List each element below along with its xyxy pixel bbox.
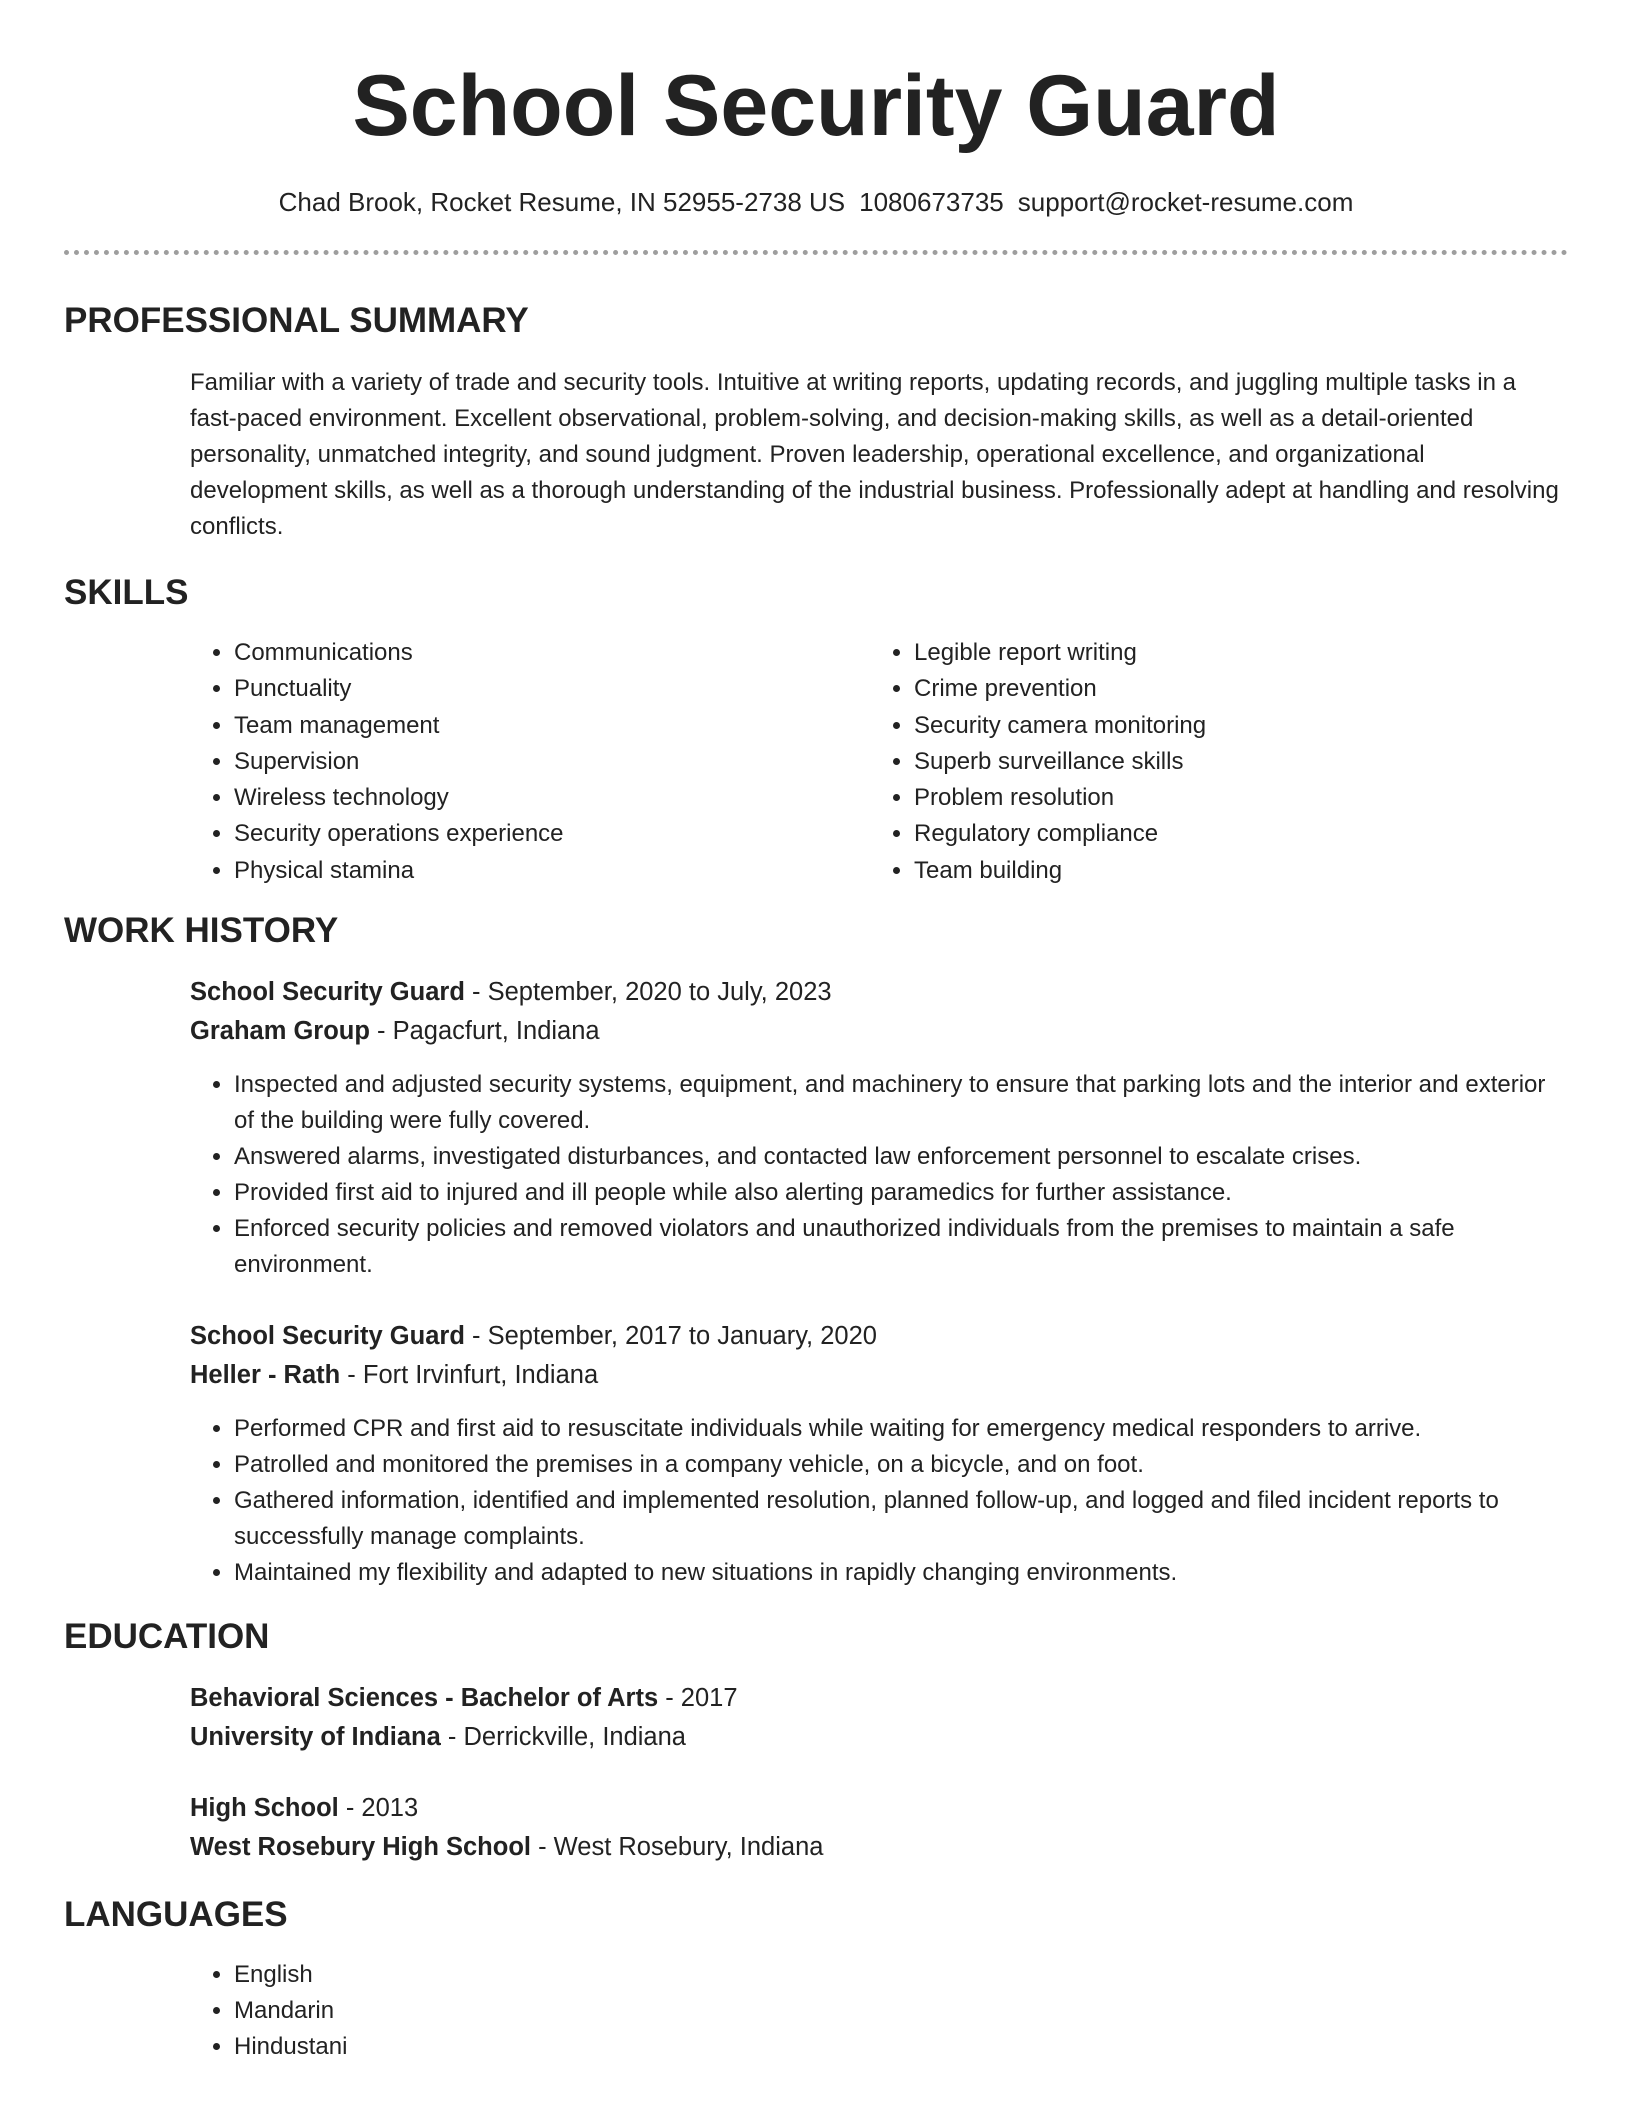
languages-section [190,1957,1568,2065]
skills-heading: SKILLS [64,573,189,612]
skills-list-left [190,635,870,889]
education-school-line [190,1718,1568,1757]
skill-item: • Communications [234,635,870,671]
languages-list [190,1957,1568,2065]
skill-item: • Supervision [234,744,870,780]
contact-email: support@rocket-resume.com [1017,187,1354,217]
job-entry [190,973,1568,1283]
job-duty: • Gathered information, identified and implemented resolution, planned follow-up, and logged and filed incident reports to successfully manage complaints. [234,1483,1568,1555]
skill-item: • Security camera monitoring [914,708,1206,744]
job-duty: • Maintained my flexibility and adapted to new situations in rapidly changing environments. [234,1555,1568,1591]
header-divider [64,250,1568,255]
skills-list-right [870,635,1206,889]
job-location: - Pagacfurt, Indiana [369,1017,600,1046]
job-entry [190,1317,1568,1591]
education-entry [190,1789,1568,1867]
job-company: Heller - Rath [190,1361,341,1390]
skill-item: • Legible report writing [914,635,1206,671]
job-position: School Security Guard [190,1322,465,1351]
job-duty: • Patrolled and monitored the premises in a company vehicle, on a bicycle, and on foot. [234,1447,1568,1483]
job-position: School Security Guard [190,978,465,1007]
skill-item: • Crime prevention [914,671,1206,707]
summary-text: Familiar with a variety of trade and security tools. Intuitive at writing reports, updating records, and juggling multiple tasks in a fast-paced environment. Excellent observational, problem-solving, and decision-making skills, as well as a detail-oriented personality, unmatched integrity, and sound judgment. Proven leadership, operational excellence, and organizational development skills, as well as a thorough understanding of the industrial business. Professionally adept at handling and resolving conflicts. [190,369,1559,540]
education-school: West Rosebury High School [190,1833,531,1862]
job-duty: • Provided first aid to injured and ill people while also alerting paramedics for further assistance. [234,1175,1568,1211]
skill-item: • Physical stamina [234,853,870,889]
job-title-line [190,1317,1568,1356]
education-location: - Derrickville, Indiana [440,1723,686,1752]
skills-columns [190,635,1568,889]
education-year: - 2017 [658,1684,738,1713]
education-year: - 2013 [338,1794,419,1823]
job-duty: • Enforced security policies and removed violators and unauthorized individuals from the premises to maintain a safe environment. [234,1211,1568,1283]
job-title-line [190,973,1568,1012]
education-heading: EDUCATION [64,1617,270,1657]
job-location: - Fort Irvinfurt, Indiana [340,1361,599,1390]
education-degree-line [190,1679,1568,1718]
language-item: • Hindustani [234,2029,1568,2065]
language-item: • English [234,1957,1568,1993]
job-duty: • Performed CPR and first aid to resuscitate individuals while waiting for emergency medical responders to arrive. [234,1411,1568,1447]
education-degree: Behavioral Sciences - Bachelor of Arts [190,1684,659,1713]
contact-address: Chad Brook, Rocket Resume, IN 52955-2738 US [278,187,846,217]
languages-heading: LANGUAGES [64,1895,288,1935]
education-degree: High School [190,1794,339,1823]
job-duty: • Answered alarms, investigated disturbances, and contacted law enforcement personnel to escalate crises. [234,1139,1568,1175]
work-history-section [190,973,1568,1591]
education-section [190,1679,1568,1867]
education-school-line [190,1828,1568,1867]
contact-info [64,184,1568,220]
education-degree-line [190,1789,1568,1828]
job-duties [190,1067,1568,1283]
education-location: - West Rosebury, Indiana [531,1833,824,1862]
skill-item: • Problem resolution [914,780,1206,816]
education-entry [190,1679,1568,1757]
job-duty: • Inspected and adjusted security systems, equipment, and machinery to ensure that parking lots and the interior and exterior of the building were fully covered. [234,1067,1568,1139]
job-duties [190,1411,1568,1591]
summary-heading: PROFESSIONAL SUMMARY [64,301,529,340]
job-dates: - September, 2017 to January, 2020 [464,1322,877,1351]
language-item: • Mandarin [234,1993,1568,2029]
job-company-line [190,1012,1568,1051]
resume-title: School Security Guard [352,58,1280,154]
education-school: University of Indiana [190,1723,441,1752]
skill-item: • Wireless technology [234,780,870,816]
summary-section [190,365,1568,545]
job-company-line [190,1356,1568,1395]
skill-item: • Superb surveillance skills [914,744,1206,780]
skill-item: • Team building [914,853,1206,889]
work-history-heading: WORK HISTORY [64,911,339,951]
skill-item: • Punctuality [234,671,870,707]
job-company: Graham Group [190,1017,370,1046]
skill-item: • Security operations experience [234,816,870,852]
skills-section [190,635,1568,889]
contact-phone: 1080673735 [859,187,1004,217]
job-dates: - September, 2020 to July, 2023 [464,978,832,1007]
skill-item: • Team management [234,708,870,744]
skill-item: • Regulatory compliance [914,816,1206,852]
